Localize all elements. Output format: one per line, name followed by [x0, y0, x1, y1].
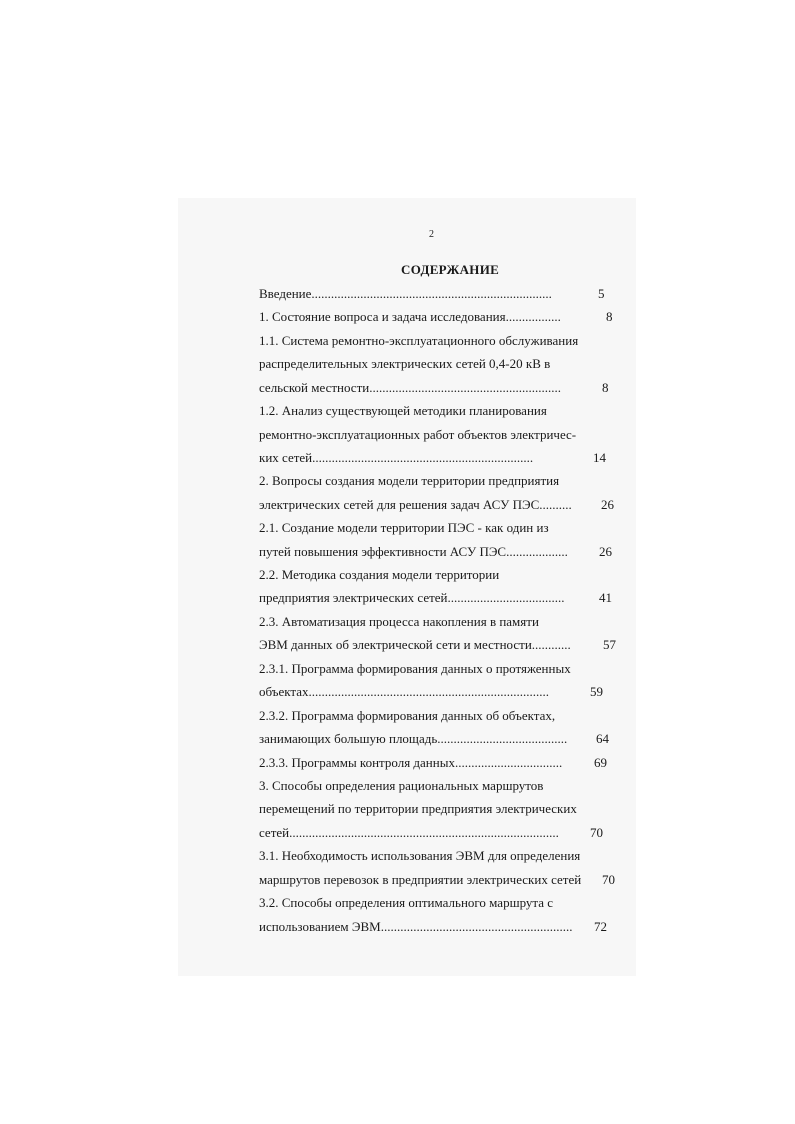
toc-line-text: ремонтно-эксплуатационных работ объектов электричес-	[259, 427, 577, 442]
toc-line-text: ЭВМ данных об электрической сети и местности............	[259, 637, 571, 652]
toc-line-page: 8	[606, 309, 613, 324]
toc-line-text: 3.2. Способы определения оптимального маршрута с	[259, 895, 554, 910]
toc-line-text: 2.2. Методика создания модели территории	[259, 567, 500, 582]
toc-line-page: 70	[590, 825, 603, 840]
toc-line-text: использованием ЭВМ...........................................................	[259, 919, 573, 934]
toc-line-page: 59	[590, 684, 603, 699]
toc-line-text: 3. Способы определения рациональных маршрутов	[259, 778, 544, 793]
toc-line-page: 5	[598, 286, 605, 301]
toc-line-text: 2. Вопросы создания модели территории предприятия	[259, 473, 560, 488]
toc-line-page: 26	[599, 544, 612, 559]
toc-line-text: 2.3.2. Программа формирования данных об объектах,	[259, 708, 556, 723]
toc-line-page: 57	[603, 637, 616, 652]
page-number: 2	[429, 229, 434, 240]
toc-line-page: 70	[602, 872, 615, 887]
toc-line-text: 1.2. Анализ существующей методики планирования	[259, 403, 547, 418]
toc-line-page: 64	[596, 731, 609, 746]
toc-title: СОДЕРЖАНИЕ	[401, 262, 500, 277]
toc-line-text: ких сетей....................................................................	[259, 450, 534, 465]
toc-line-text: 2.3. Автоматизация процесса накопления в памяти	[259, 614, 539, 629]
toc-line-text: путей повышения эффективности АСУ ПЭС...................	[259, 544, 568, 559]
toc-line-text: 3.1. Необходимость использования ЭВМ для определения	[259, 848, 581, 863]
toc-line-text: сельской местности...........................................................	[259, 380, 561, 395]
toc-line-page: 69	[594, 755, 607, 770]
toc-line-text: объектах..........................................................................	[259, 684, 550, 699]
toc-line-page: 72	[594, 919, 607, 934]
toc-line-page: 8	[602, 380, 609, 395]
toc-line-text: 1.1. Система ремонтно-эксплуатационного обслуживания	[259, 333, 579, 348]
toc-line-text: 2.3.3. Программы контроля данных.................................	[259, 755, 563, 770]
toc-line-text: Введение..........................................................................	[259, 286, 552, 301]
toc-line-text: 2.3.1. Программа формирования данных о протяженных	[259, 661, 571, 676]
toc-line-text: 1. Состояние вопроса и задача исследования.................	[259, 309, 561, 324]
toc-line-text: распределительных электрических сетей 0,4-20 кВ в	[259, 356, 551, 371]
toc-line-text: занимающих большую площадь........................................	[259, 731, 568, 746]
toc-line-text: 2.1. Создание модели территории ПЭС - как один из	[259, 520, 549, 535]
toc-line-page: 14	[593, 450, 606, 465]
toc-line-text: предприятия электрических сетей....................................	[259, 590, 565, 605]
toc-line-text: перемещений по территории предприятия электрических	[259, 801, 577, 816]
toc-line-text: сетей...................................................................................	[259, 825, 559, 840]
toc-line-text: маршрутов перевозок в предприятии электрических сетей	[259, 872, 582, 887]
toc-line-page: 41	[599, 590, 612, 605]
toc-line-text: электрических сетей для решения задач АСУ ПЭС..........	[259, 497, 572, 512]
toc-line-page: 26	[601, 497, 614, 512]
